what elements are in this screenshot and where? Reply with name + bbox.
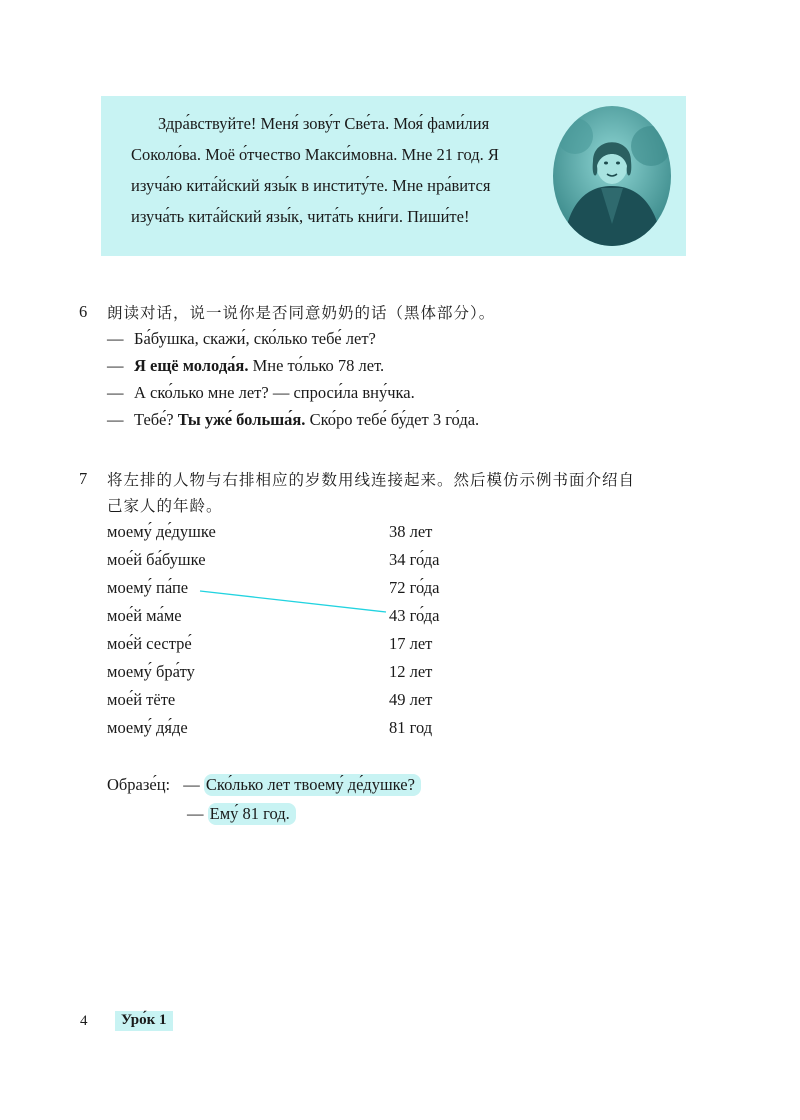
dialogue-dash: —	[107, 329, 124, 348]
dialogue-line	[107, 409, 479, 431]
exercise-7-instruction-line-2: 己家人的年龄。	[107, 497, 223, 515]
dialogue-text: Тебе́?	[134, 410, 178, 429]
dialogue-bold-text: Ты уже́ больша́я.	[177, 410, 306, 429]
dialogue-text: Ско́ро тебе́ бу́дет 3 го́да.	[305, 410, 480, 429]
relative-item[interactable]: моему́ бра́ту	[107, 662, 195, 681]
relative-item[interactable]: мое́й ма́ме	[107, 606, 182, 625]
example-dash: —	[187, 804, 204, 823]
dialogue-line	[107, 328, 376, 350]
relative-item[interactable]: моему́ де́душке	[107, 522, 216, 541]
example-label: Образе́ц:	[107, 775, 171, 794]
exercise-7-instruction-line-1: 将左排的人物与右排相应的岁数用线连接起来。然后模仿示例书面介绍自	[107, 471, 636, 489]
dialogue-dash: —	[107, 383, 124, 402]
dialogue-line	[107, 382, 415, 404]
intro-paragraph: Здра́вствуйте! Меня́ зову́т Све́та. Моя́ фами́лия Соколо́ва. Моё о́тчество Макси́мовна. Мне 21 год. Я изуча́ю кита́йский язы́к в институ́те. Мне нра́вится изуча́ть кита́йский язы́к, чита́ть кни́ги. Пиши́те!	[131, 114, 499, 226]
age-item[interactable]: 72 го́да	[389, 578, 440, 597]
example-dash: —	[183, 775, 200, 794]
exercise-7-number: 7	[79, 469, 88, 488]
example-answer: Ему́ 81 год.	[208, 803, 296, 825]
lesson-badge: Уро́к 1	[115, 1011, 173, 1031]
relative-item[interactable]: моему́ дя́де	[107, 718, 188, 737]
exercise-6-number: 6	[79, 302, 88, 321]
age-item[interactable]: 34 го́да	[389, 550, 440, 569]
example-answer-line	[187, 803, 296, 825]
example-question-line	[107, 774, 421, 796]
dialogue-bold-text: Я ещё молода́я.	[134, 356, 249, 375]
age-item[interactable]: 81 год	[389, 718, 433, 737]
dialogue-line	[107, 355, 384, 377]
dialogue-text: Ба́бушка, скажи́, ско́лько тебе́ лет?	[134, 329, 376, 348]
dialogue-dash: —	[107, 356, 124, 375]
dialogue-text: А ско́лько мне лет? — спроси́ла вну́чка.	[134, 383, 415, 402]
connector-line	[200, 591, 386, 612]
relative-item[interactable]: мое́й ба́бушке	[107, 550, 206, 569]
dialogue-dash: —	[107, 410, 124, 429]
age-item[interactable]: 17 лет	[389, 634, 433, 653]
age-item[interactable]: 38 лет	[389, 522, 433, 541]
age-item[interactable]: 49 лет	[389, 690, 433, 709]
relative-item[interactable]: мое́й тёте	[107, 690, 176, 709]
portrait-photo	[553, 106, 671, 246]
exercise-6-instruction: 朗读对话，说一说你是否同意奶奶的话（黑体部分）。	[107, 304, 496, 322]
relative-item[interactable]: мое́й сестре́	[107, 634, 192, 653]
age-item[interactable]: 12 лет	[389, 662, 433, 681]
example-question: Ско́лько лет твоему́ де́душке?	[204, 774, 421, 796]
dialogue-text: Мне то́лько 78 лет.	[248, 356, 385, 375]
relative-item[interactable]: моему́ па́пе	[107, 578, 189, 597]
intro-text-block	[131, 108, 531, 232]
age-item[interactable]: 43 го́да	[389, 606, 440, 625]
intro-box	[101, 96, 686, 256]
page-number: 4	[80, 1013, 88, 1029]
